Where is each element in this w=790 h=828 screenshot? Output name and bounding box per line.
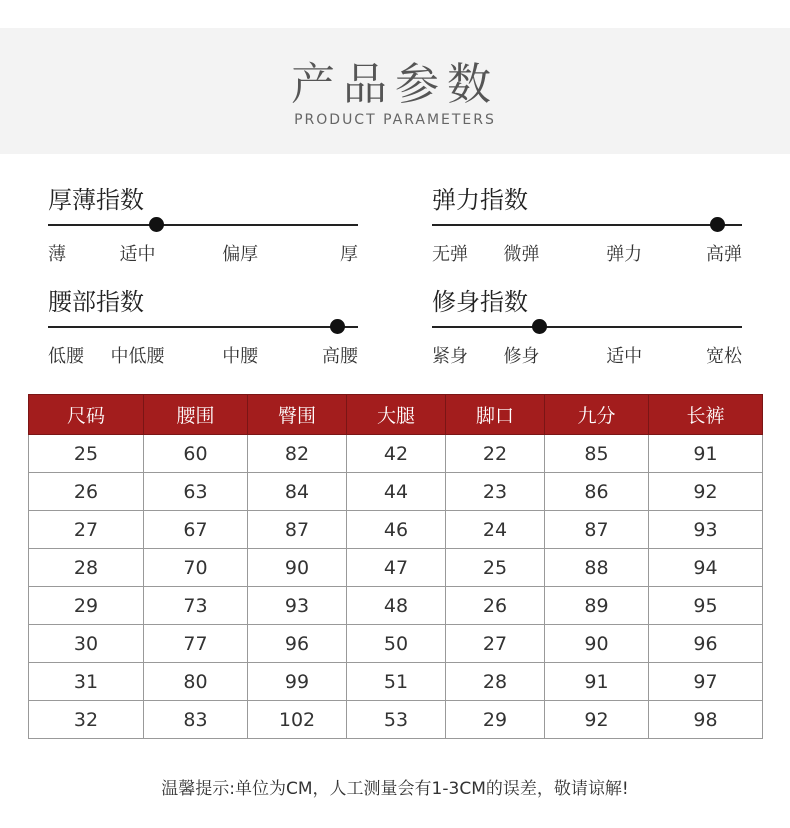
indicator-track [48, 224, 358, 226]
page-subtitle: PRODUCT PARAMETERS [294, 112, 496, 128]
table-cell: 53 [347, 701, 446, 739]
table-header-row [29, 395, 763, 435]
indicator-marker [710, 217, 725, 232]
table-cell: 87 [545, 511, 649, 549]
table-cell: 30 [29, 625, 144, 663]
table-cell: 88 [545, 549, 649, 587]
table-cell: 73 [144, 587, 248, 625]
table-cell: 83 [144, 701, 248, 739]
table-cell: 28 [446, 663, 545, 701]
table-cell: 70 [144, 549, 248, 587]
column-header: 九分 [545, 395, 649, 435]
indicator-marker [330, 319, 345, 334]
elasticity-indicator [432, 180, 744, 280]
indicator-title: 修身指数 [432, 288, 528, 316]
table-cell: 98 [649, 701, 763, 739]
size-table-body [29, 435, 763, 739]
table-cell: 51 [347, 663, 446, 701]
table-cell: 96 [649, 625, 763, 663]
scale-label: 中低腰 [110, 346, 165, 367]
table-cell: 47 [347, 549, 446, 587]
table-cell: 46 [347, 511, 446, 549]
table-cell: 82 [248, 435, 347, 473]
table-cell: 92 [545, 701, 649, 739]
table-cell: 77 [144, 625, 248, 663]
table-cell: 80 [144, 663, 248, 701]
measurement-note: 温馨提示:单位为CM，人工测量会有1-3CM的误差，敬请谅解! [161, 779, 629, 799]
table-cell: 50 [347, 625, 446, 663]
table-cell: 67 [144, 511, 248, 549]
scale-label: 偏厚 [222, 244, 259, 265]
table-cell: 91 [545, 663, 649, 701]
table-cell: 92 [649, 473, 763, 511]
waist-indicator [48, 282, 360, 382]
size-table [28, 394, 763, 739]
table-cell: 99 [248, 663, 347, 701]
indicator-title: 弹力指数 [432, 186, 528, 214]
scale-label: 弹力 [606, 244, 643, 265]
table-row [29, 663, 763, 701]
indicator-title: 腰部指数 [48, 288, 144, 316]
header-band [0, 28, 790, 154]
table-cell: 22 [446, 435, 545, 473]
table-cell: 25 [29, 435, 144, 473]
scale-label: 薄 [48, 244, 66, 265]
table-cell: 32 [29, 701, 144, 739]
table-cell: 89 [545, 587, 649, 625]
table-cell: 29 [29, 587, 144, 625]
table-cell: 91 [649, 435, 763, 473]
table-cell: 90 [248, 549, 347, 587]
table-cell: 26 [446, 587, 545, 625]
table-cell: 94 [649, 549, 763, 587]
scale-label: 修身 [503, 346, 540, 367]
table-row [29, 701, 763, 739]
scale-label: 厚 [340, 244, 358, 265]
indicator-marker [532, 319, 547, 334]
indicator-scale [432, 342, 742, 366]
table-cell: 85 [545, 435, 649, 473]
table-row [29, 511, 763, 549]
column-header: 尺码 [29, 395, 144, 435]
table-cell: 60 [144, 435, 248, 473]
table-cell: 42 [347, 435, 446, 473]
table-row [29, 435, 763, 473]
table-row [29, 587, 763, 625]
table-cell: 23 [446, 473, 545, 511]
table-cell: 26 [29, 473, 144, 511]
scale-label: 中腰 [222, 346, 259, 367]
table-cell: 86 [545, 473, 649, 511]
table-cell: 96 [248, 625, 347, 663]
scale-label: 紧身 [432, 346, 468, 367]
column-header: 长裤 [649, 395, 763, 435]
table-cell: 27 [29, 511, 144, 549]
scale-label: 高腰 [322, 346, 358, 367]
table-cell: 102 [248, 701, 347, 739]
indicator-track [432, 326, 742, 328]
table-row [29, 625, 763, 663]
table-cell: 95 [649, 587, 763, 625]
page-title: 产品参数 [291, 59, 499, 110]
indicator-scale [48, 342, 358, 366]
table-cell: 28 [29, 549, 144, 587]
indicator-track [432, 224, 742, 226]
scale-label: 宽松 [706, 346, 742, 367]
scale-label: 无弹 [432, 244, 468, 265]
table-cell: 31 [29, 663, 144, 701]
table-cell: 24 [446, 511, 545, 549]
table-cell: 44 [347, 473, 446, 511]
table-cell: 29 [446, 701, 545, 739]
table-cell: 48 [347, 587, 446, 625]
indicator-marker [149, 217, 164, 232]
table-cell: 84 [248, 473, 347, 511]
column-header: 臀围 [248, 395, 347, 435]
table-cell: 27 [446, 625, 545, 663]
fit-indicator [432, 282, 744, 382]
scale-label: 微弹 [503, 244, 540, 265]
table-cell: 90 [545, 625, 649, 663]
table-cell: 87 [248, 511, 347, 549]
indicator-scale [432, 240, 742, 264]
indicator-scale [48, 240, 358, 264]
column-header: 脚口 [446, 395, 545, 435]
scale-label: 适中 [119, 244, 156, 265]
table-row [29, 549, 763, 587]
table-cell: 93 [649, 511, 763, 549]
indicator-track [48, 326, 358, 328]
table-cell: 93 [248, 587, 347, 625]
table-cell: 25 [446, 549, 545, 587]
column-header: 腰围 [144, 395, 248, 435]
thickness-indicator [48, 180, 360, 280]
table-row [29, 473, 763, 511]
table-cell: 63 [144, 473, 248, 511]
table-cell: 97 [649, 663, 763, 701]
scale-label: 低腰 [48, 346, 84, 367]
indicator-title: 厚薄指数 [48, 186, 144, 214]
scale-label: 适中 [606, 346, 643, 367]
column-header: 大腿 [347, 395, 446, 435]
scale-label: 高弹 [706, 244, 742, 265]
